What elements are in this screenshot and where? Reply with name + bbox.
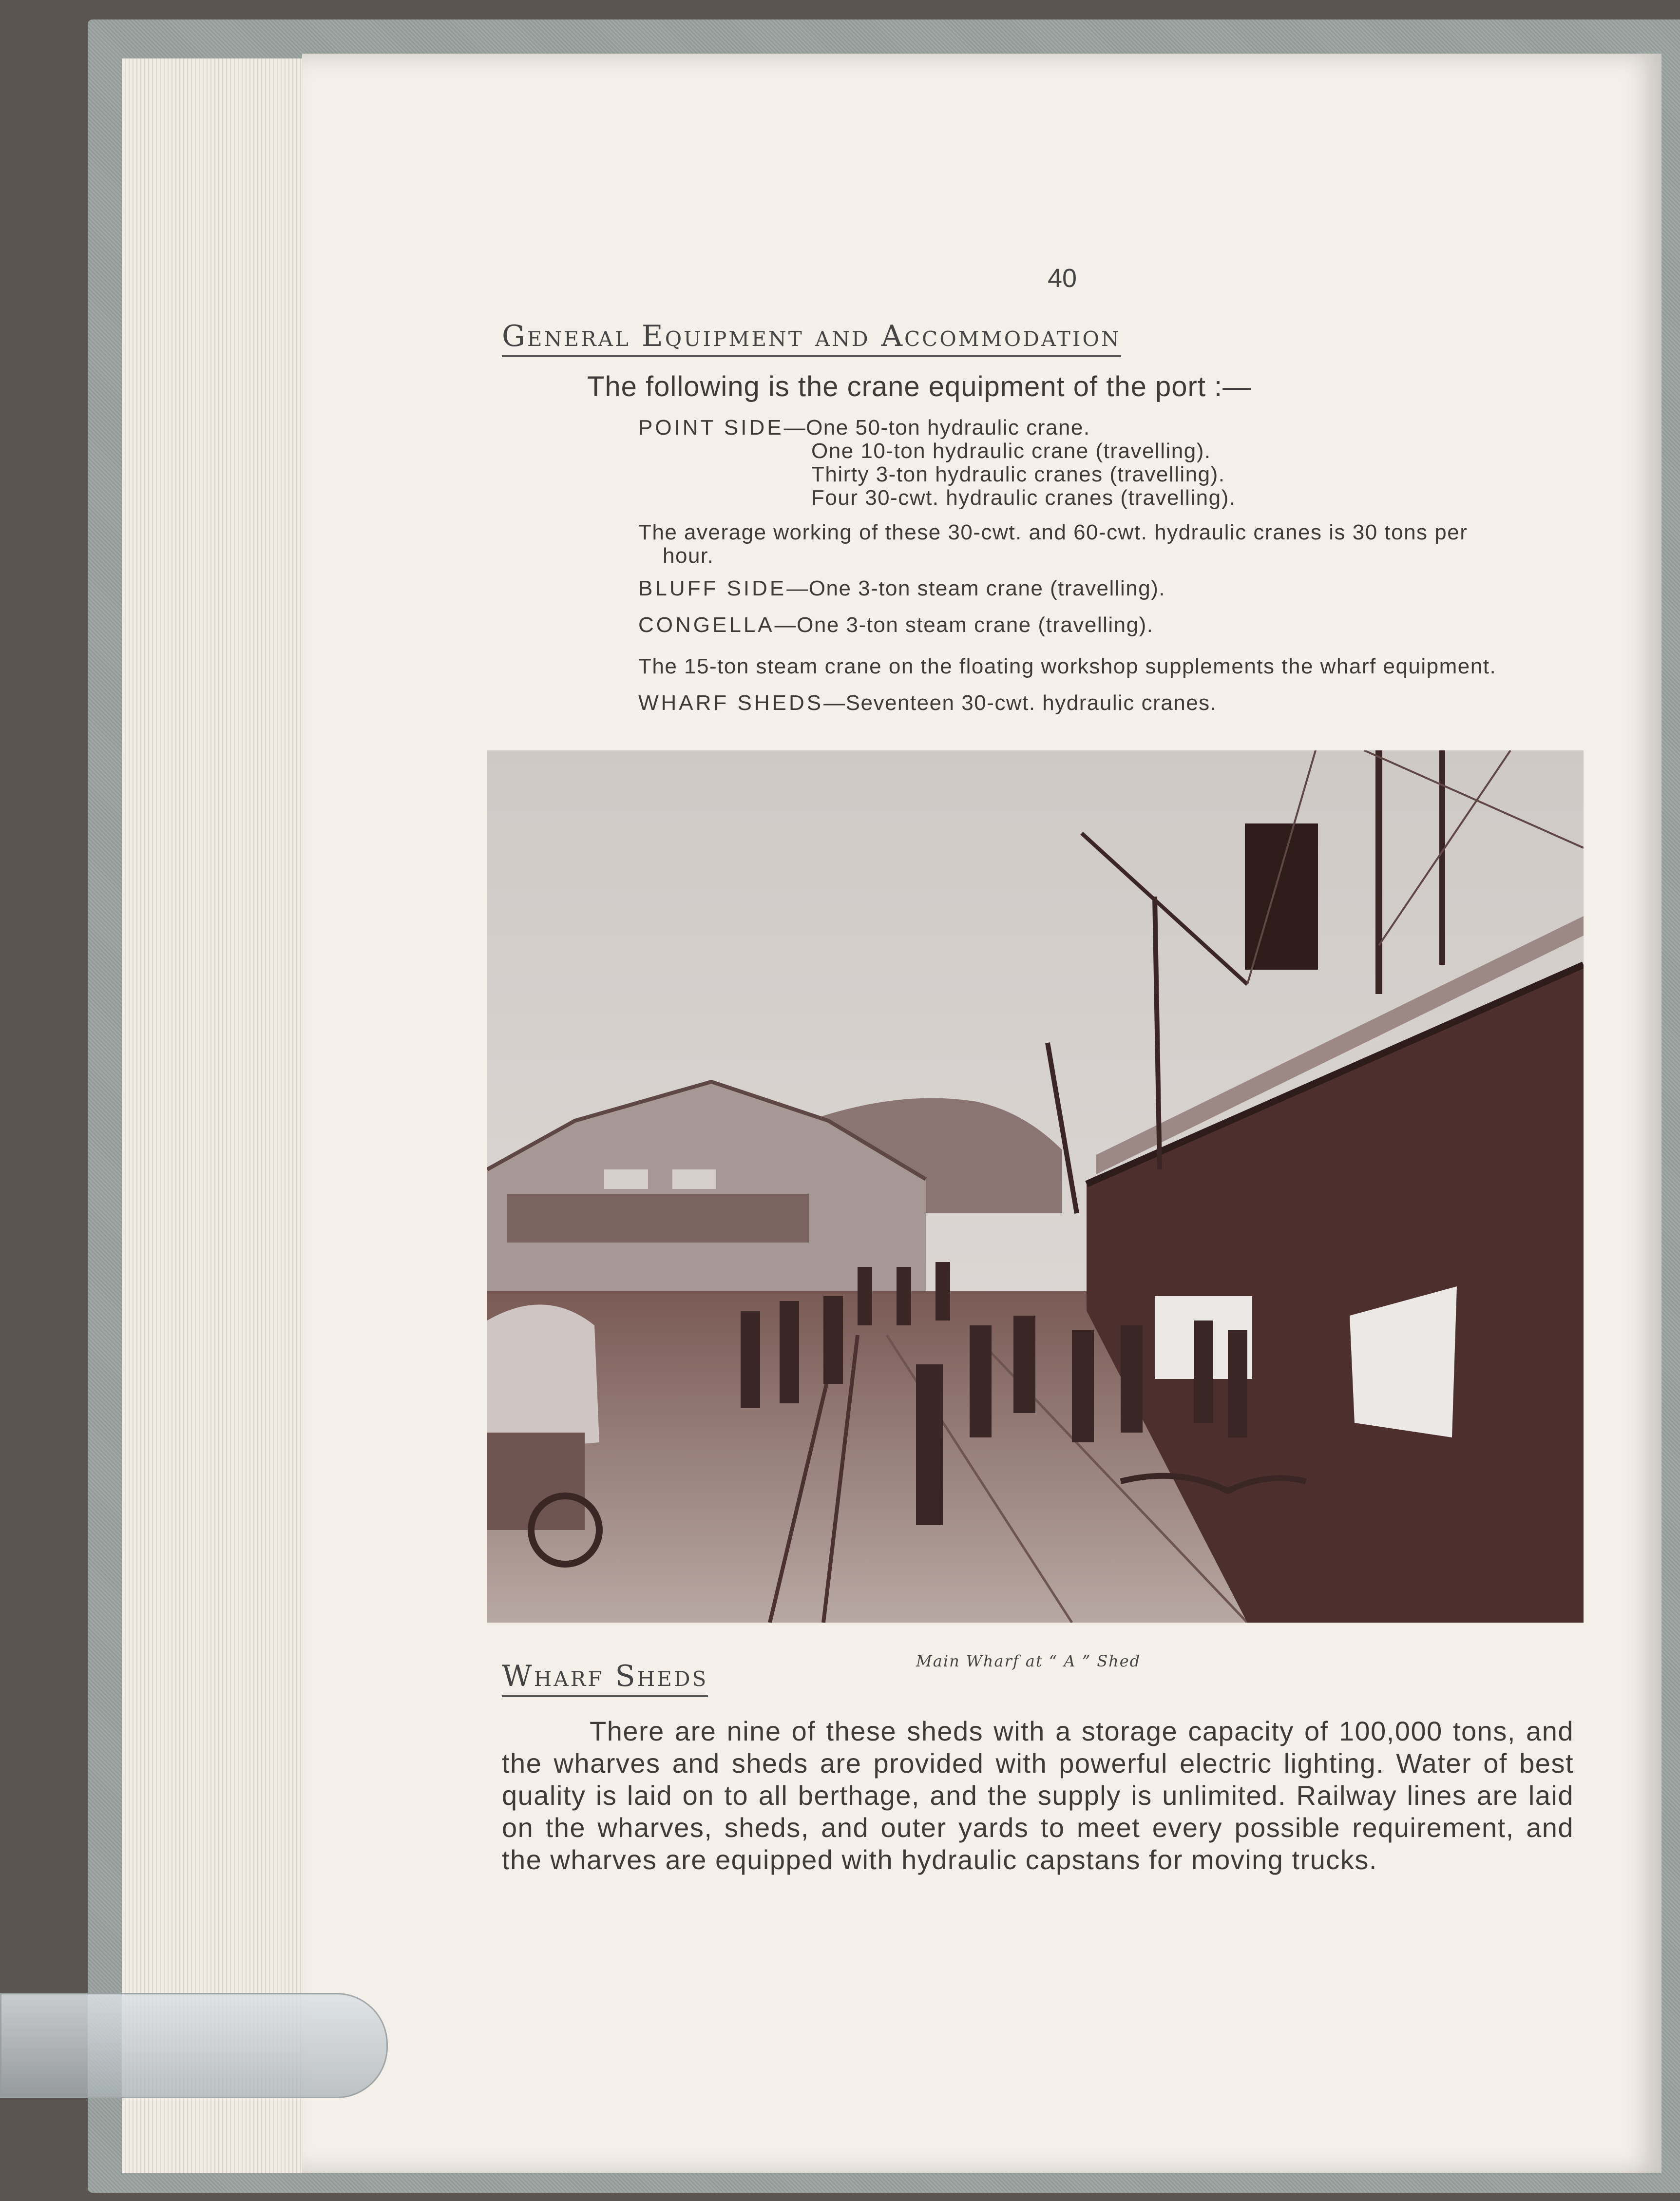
wharf-sheds-entry [638, 692, 1217, 714]
intro-line: The following is the crane equipment of the port :— [587, 371, 1252, 402]
section-heading-wharf-sheds: Wharf Sheds [502, 1659, 708, 1697]
wharf-sheds-label: WHARF SHEDS [638, 691, 824, 715]
average-note-line-1: The average working of these 30-cwt. and 60-cwt. hydraulic cranes is 30 tons per [638, 520, 1468, 544]
congella-label: CONGELLA [638, 613, 775, 637]
page-block-edge [122, 58, 317, 2173]
floating-workshop-note: The 15-ton steam crane on the floating workshop supplements the wharf equipment. [638, 654, 1497, 678]
congella-entry [638, 614, 1154, 636]
average-note-line-2: hour. [663, 544, 714, 568]
clear-ruler-page-weight [0, 1993, 388, 2098]
congella-text: —One 3-ton steam crane (travelling). [774, 613, 1154, 637]
wharf-sheds-paragraph: There are nine of these sheds with a storage capacity of 100,000 tons, and the wharves and sheds are provided with powerful electric lighting. Water of best quality is laid on to all berthage, and the supply is unlimited. Railway lines are laid on the wharves, sheds, and outer yards to meet every possible requirement, and the wharves are equipped with hydraulic capstans for moving trucks. [502, 1716, 1574, 1875]
point-side-entry [638, 417, 1090, 439]
point-side-label: POINT SIDE [638, 416, 784, 440]
point-side-line-1: —One 50-ton hydraulic crane. [783, 416, 1090, 440]
bluff-side-entry [638, 577, 1165, 600]
photo-caption: Main Wharf at “ A ” Shed [916, 1652, 1141, 1670]
point-side-line-4: Four 30-cwt. hydraulic cranes (travelling). [811, 486, 1236, 510]
bluff-side-label: BLUFF SIDE [638, 576, 787, 600]
point-side-line-3: Thirty 3-ton hydraulic cranes (travelling). [811, 462, 1225, 486]
wharf-sheds-text: —Seventeen 30-cwt. hydraulic cranes. [823, 691, 1217, 715]
point-side-line-2: One 10-ton hydraulic crane (travelling). [811, 439, 1211, 463]
bluff-side-text: —One 3-ton steam crane (travelling). [786, 576, 1166, 600]
wharf-photograph [487, 750, 1584, 1623]
book-page [302, 54, 1661, 2173]
section-heading-equipment: General Equipment and Accommodation [502, 319, 1121, 357]
page-number: 40 [1047, 264, 1077, 293]
